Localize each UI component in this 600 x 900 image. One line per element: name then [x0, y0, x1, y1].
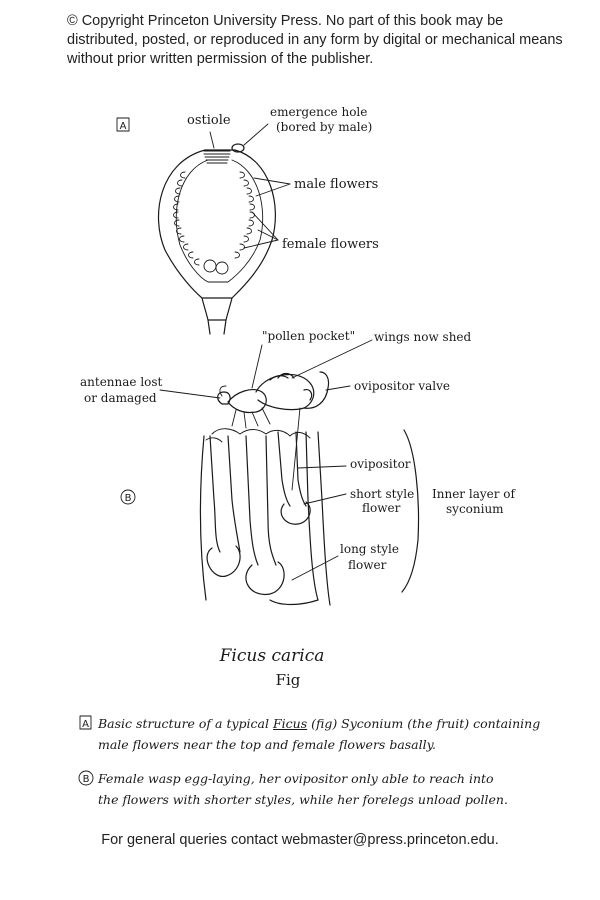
- panel-a-leader-lines: [210, 124, 290, 248]
- label-inner-layer: Inner layer of: [432, 487, 515, 501]
- wasp-body: [218, 374, 314, 413]
- caption-a: [98, 713, 578, 755]
- panel-b-marker: B: [124, 493, 132, 504]
- label-emergence-hole: emergence hole: [270, 105, 368, 119]
- caption-b-line-2: the flowers with shorter styles, while her forelegs unload pollen.: [98, 792, 508, 807]
- caption-a-genus: Ficus: [272, 716, 308, 731]
- label-wings-shed: wings now shed: [374, 330, 472, 344]
- label-short-style-flower: flower: [362, 501, 401, 515]
- female-flowers-left: [174, 204, 229, 274]
- caption-a-marker: A: [82, 719, 89, 730]
- male-flowers-left: [175, 172, 186, 202]
- caption-b: [98, 768, 588, 810]
- label-long-style: long style: [340, 542, 399, 556]
- ostiole-scales: [204, 151, 230, 163]
- inner-layer-bracket: [402, 430, 418, 592]
- species-latin-name: Ficus carica: [219, 646, 325, 666]
- label-long-style-flower: flower: [348, 558, 387, 572]
- label-short-style: short style: [350, 487, 415, 501]
- caption-a-line-1: Basic structure of a typical Ficus (fig) Syconium (the fruit) containing: [98, 716, 541, 731]
- caption-b-marker: B: [82, 774, 90, 785]
- shed-material: [206, 429, 310, 442]
- panel-a-marker: A: [119, 121, 127, 132]
- copyright-notice: © Copyright Princeton University Press. No part of this book may be distributed, posted, or reproduced in any form by digital or mechanical means without prior written permission of the publisher.: [67, 13, 563, 67]
- contact-line: For general queries contact webmaster@press.princeton.edu.: [101, 832, 499, 848]
- label-ovipositor-valve: ovipositor valve: [354, 379, 450, 393]
- panel-a-drawing: [117, 105, 379, 334]
- wasp-legs: [232, 408, 270, 428]
- caption-b-line-1: Female wasp egg-laying, her ovipositor only able to reach into: [98, 771, 494, 786]
- label-male-flowers: male flowers: [294, 177, 379, 192]
- label-pollen-pocket: "pollen pocket": [262, 329, 356, 343]
- style-flowers: [201, 432, 331, 605]
- label-syconium: syconium: [446, 502, 504, 516]
- syconium-inner-wall: [176, 160, 262, 282]
- label-bored-by-male: (bored by male): [276, 120, 373, 134]
- wasp-antenna: [220, 386, 226, 396]
- syconium-stalk: [202, 298, 232, 334]
- label-female-flowers: female flowers: [282, 237, 379, 252]
- label-ovipositor: ovipositor: [350, 457, 411, 471]
- panel-b-drawing: [80, 329, 516, 605]
- species-common-name: Fig: [275, 671, 301, 689]
- label-ostiole: ostiole: [187, 113, 231, 128]
- label-antennae-lost: antennae lost: [80, 375, 163, 389]
- ovipositor-shaft: [292, 408, 300, 490]
- label-or-damaged: or damaged: [84, 391, 157, 405]
- caption-a-line-2: male flowers near the top and female flowers basally.: [98, 737, 437, 752]
